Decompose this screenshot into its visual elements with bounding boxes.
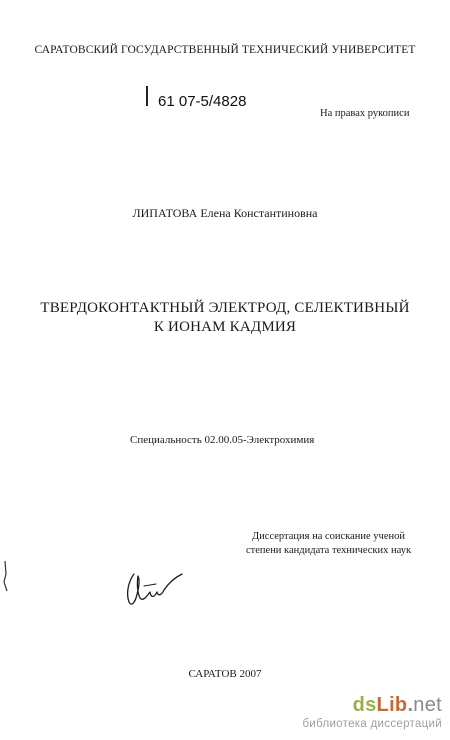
logo-part-ds: ds [352, 694, 377, 716]
specialty-line: Специальность 02.00.05-Электрохимия [130, 434, 315, 446]
author-name: ЛИПАТОВА Елена Константиновна [132, 206, 318, 220]
dslib-logo-subtitle: библиотека диссертаций [302, 718, 442, 730]
dissertation-line-1: Диссертация на соискание ученой [252, 531, 405, 542]
thesis-title-line-1: ТВЕРДОКОНТАКТНЫЙ ЭЛЕКТРОД, СЕЛЕКТИВНЫЙ [40, 300, 410, 316]
logo-part-lib: Lib [376, 694, 408, 716]
margin-mark [2, 560, 10, 592]
city-year: САРАТОВ 2007 [188, 668, 262, 680]
thesis-title-line-2: К ИОНАМ КАДМИЯ [153, 319, 297, 335]
dslib-logo-text [353, 694, 442, 717]
stamp-mark [146, 86, 148, 106]
logo-part-net: net [413, 694, 442, 716]
dslib-watermark-logo [270, 694, 446, 734]
university-name: САРАТОВСКИЙ ГОСУДАРСТВЕННЫЙ ТЕХНИЧЕСКИЙ УНИВЕРСИТЕТ [34, 44, 416, 56]
handwritten-signature [120, 568, 186, 610]
dissertation-line-2: степени кандидата технических наук [246, 545, 412, 556]
logo-part-dot: . [407, 694, 414, 716]
registration-stamp: 61 07-5/4828 [158, 93, 247, 110]
manuscript-rights-label: На правах рукописи [320, 108, 410, 119]
